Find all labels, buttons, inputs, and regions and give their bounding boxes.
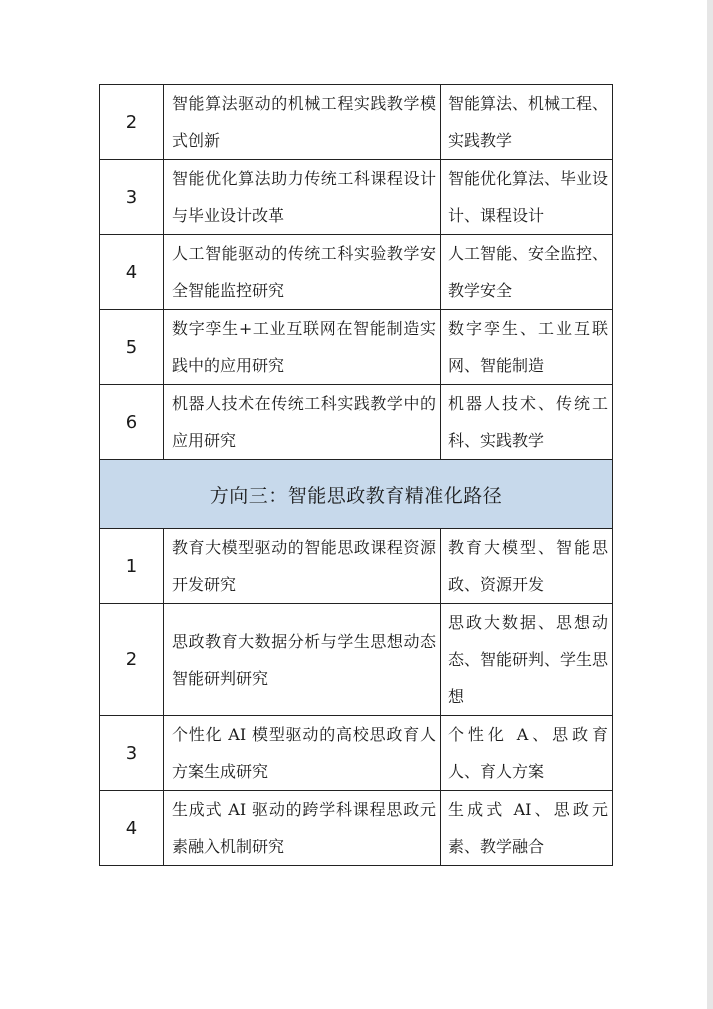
table-row: [100, 385, 613, 460]
keywords-cell: [441, 160, 613, 235]
topic-keywords: 智能优化算法、毕业设计、课程设计: [448, 169, 609, 225]
topic-title-cell: [164, 85, 441, 160]
keywords-cell: [441, 716, 613, 791]
topic-keywords: 机器人技术、传统工科、实践教学: [448, 394, 608, 450]
table-row: [100, 716, 613, 791]
topic-title: 生成式 AI 驱动的跨学科课程思政元素融入机制研究: [172, 800, 436, 856]
keywords-cell: [441, 385, 613, 460]
keywords-cell: [441, 310, 613, 385]
table-row: [100, 310, 613, 385]
table-row: [100, 85, 613, 160]
topic-title-cell: [164, 604, 441, 716]
topic-title: 人工智能驱动的传统工科实验教学安全智能监控研究: [172, 244, 436, 300]
topic-title: 个性化 AI 模型驱动的高校思政育人方案生成研究: [172, 725, 436, 781]
row-number: 3: [100, 716, 164, 791]
topic-title-cell: [164, 791, 441, 866]
topic-title-cell: [164, 160, 441, 235]
row-number: 4: [100, 791, 164, 866]
table-row: [100, 529, 613, 604]
row-number: 6: [100, 385, 164, 460]
topic-keywords: 教育大模型、智能思政、资源开发: [448, 538, 608, 594]
keywords-cell: [441, 791, 613, 866]
section-heading-row: [100, 460, 613, 529]
row-number: 5: [100, 310, 164, 385]
keywords-cell: [441, 529, 613, 604]
row-number: 1: [100, 529, 164, 604]
topic-keywords: 智能算法、机械工程、实践教学: [448, 94, 609, 150]
topic-keywords: 生成式 AI、思政元素、教学融合: [448, 800, 608, 856]
topic-title: 思政教育大数据分析与学生思想动态智能研判研究: [172, 631, 436, 688]
topic-title-cell: [164, 235, 441, 310]
topic-title: 教育大模型驱动的智能思政课程资源开发研究: [172, 538, 436, 594]
keywords-cell: [441, 604, 613, 716]
section-heading: 方向三：智能思政教育精准化路径: [100, 460, 613, 529]
topic-keywords: 数字孪生、工业互联网、智能制造: [448, 319, 608, 375]
row-number: 2: [100, 604, 164, 716]
topic-title-cell: [164, 310, 441, 385]
row-number: 4: [100, 235, 164, 310]
topic-title: 机器人技术在传统工科实践教学中的应用研究: [172, 394, 436, 450]
table-row: [100, 791, 613, 866]
keywords-cell: [441, 235, 613, 310]
table-row: [100, 235, 613, 310]
row-number: 3: [100, 160, 164, 235]
row-number: 2: [100, 85, 164, 160]
topic-keywords: 思政大数据、思想动态、智能研判、学生思想: [448, 613, 609, 706]
topic-keywords: 个性化 A、思政育人、育人方案: [448, 725, 608, 781]
topic-title: 数字孪生+工业互联网在智能制造实践中的应用研究: [172, 319, 436, 375]
topic-title-cell: [164, 385, 441, 460]
table-row: [100, 604, 613, 716]
topic-keywords: 人工智能、安全监控、教学安全: [448, 244, 609, 300]
topic-title-cell: [164, 716, 441, 791]
topic-title: 智能优化算法助力传统工科课程设计与毕业设计改革: [172, 169, 436, 225]
keywords-cell: [441, 85, 613, 160]
page-edge: [707, 0, 713, 1009]
topic-title: 智能算法驱动的机械工程实践教学模式创新: [172, 94, 436, 150]
topic-title-cell: [164, 529, 441, 604]
research-topics-table: [99, 84, 613, 866]
table-row: [100, 160, 613, 235]
